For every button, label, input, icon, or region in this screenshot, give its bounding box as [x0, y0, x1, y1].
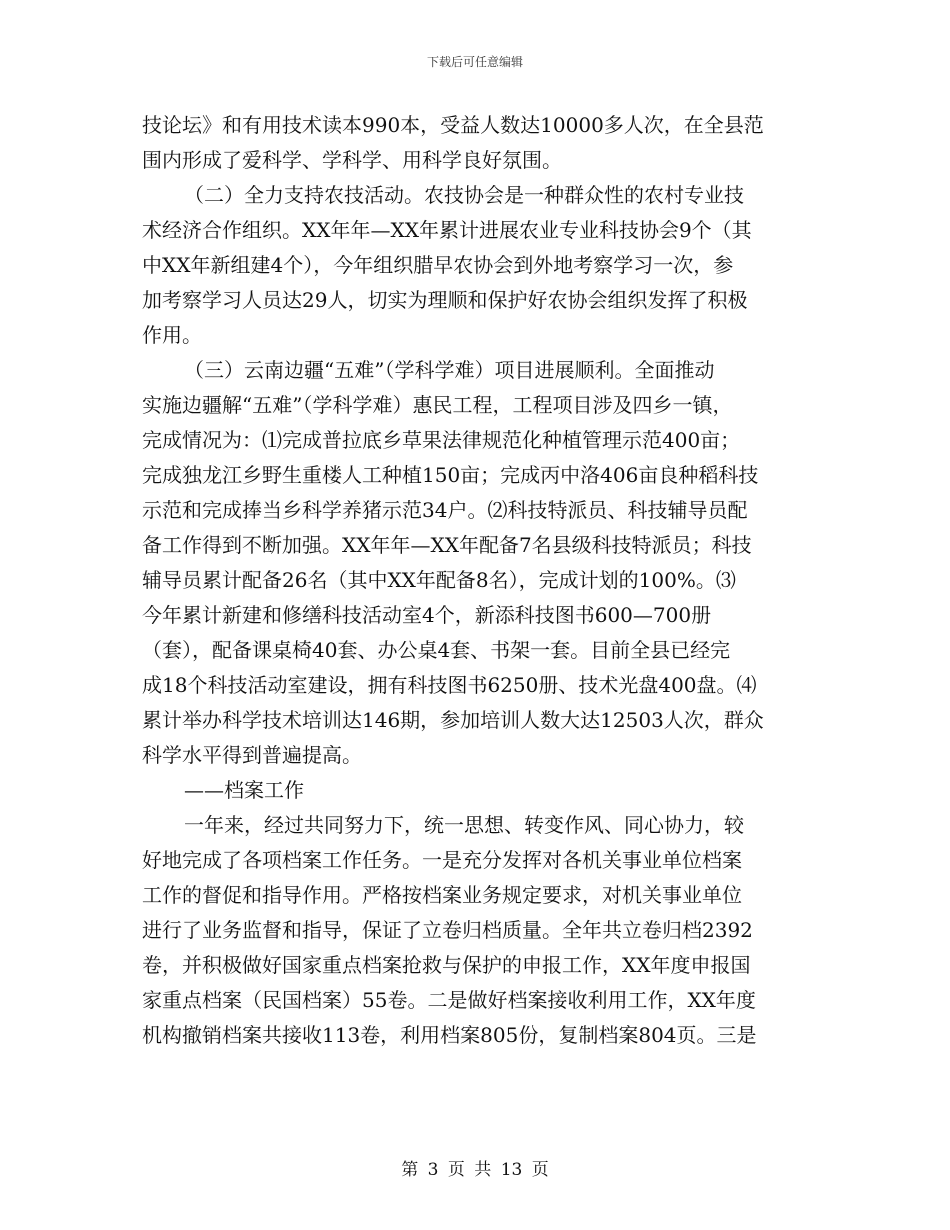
text-line: 示范和完成捧当乡科学养猪示范34户。⑵科技特派员、科技辅导员配: [142, 498, 748, 522]
paragraph-start: （二）全力支持农技活动。农技协会是一种群众性的农村专业技: [184, 183, 744, 207]
text-line: 科学水平得到普遍提高。: [142, 743, 362, 767]
text-line: 作用。: [142, 323, 202, 347]
text-line: 卷，并积极做好国家重点档案抢救与保护的申报工作，XX年度申报国: [142, 953, 751, 977]
text-line: 进行了业务监督和指导，保证了立卷归档质量。全年共立卷归档2392: [142, 918, 753, 942]
text-line: 今年累计新建和修缮科技活动室4个，新添科技图书600—700册: [142, 603, 712, 627]
paragraph-start: （三）云南边疆“五难”（学科学难）项目进展顺利。全面推动: [184, 358, 715, 382]
text-line: 成18个科技活动室建设，拥有科技图书6250册、技术光盘400盘。⑷: [142, 673, 757, 697]
text-line: 累计举办科学技术培训达146期，参加培训人数大达12503人次，群众: [142, 708, 764, 732]
text-line: 工作的督促和指导作用。严格按档案业务规定要求，对机关事业单位: [142, 883, 742, 907]
text-line: 技论坛》和有用技术读本990本，受益人数达10000多人次，在全县范: [142, 113, 764, 137]
text-line: （套），配备课桌椅40套、办公桌4套、书架一套。目前全县已经完: [142, 638, 731, 662]
text-line: 辅导员累计配备26名（其中XX年配备8名），完成计划的100%。⑶: [142, 568, 736, 592]
text-line: 加考察学习人员达29人，切实为理顺和保护好农协会组织发挥了积极: [142, 288, 748, 312]
page-footer: 第 3 页 共 13 页: [401, 1160, 549, 1180]
text-line: 完成情况为：⑴完成普拉底乡草果法律规范化种植管理示范400亩；: [142, 428, 741, 452]
document-body: [142, 108, 812, 1053]
section-heading: ——档案工作: [184, 778, 304, 802]
paragraph-start: 一年来，经过共同努力下，统一思想、转变作风、同心协力，较: [184, 813, 744, 837]
text-line: 围内形成了爱科学、学科学、用科学良好氛围。: [142, 148, 562, 172]
text-line: 中XX年新组建4个），今年组织腊早农协会到外地考察学习一次，参: [142, 253, 734, 277]
text-line: 术经济合作组织。XX年年—XX年累计进展农业专业科技协会9个（其: [142, 218, 752, 242]
page-header: 下载后可任意编辑: [426, 55, 523, 69]
text-line: 家重点档案（民国档案）55卷。二是做好档案接收利用工作，XX年度: [142, 988, 756, 1012]
text-line: 机构撤销档案共接收113卷，利用档案805份，复制档案804页。三是: [142, 1023, 757, 1047]
text-line: 实施边疆解“五难”（学科学难）惠民工程，工程项目涉及四乡一镇，: [142, 393, 733, 417]
text-line: 备工作得到不断加强。XX年年—XX年配备7名县级科技特派员；科技: [142, 533, 752, 557]
text-line: 好地完成了各项档案工作任务。一是充分发挥对各机关事业单位档案: [142, 848, 742, 872]
text-line: 完成独龙江乡野生重楼人工种植150亩；完成丙中洛406亩良种稻科技: [142, 463, 759, 487]
